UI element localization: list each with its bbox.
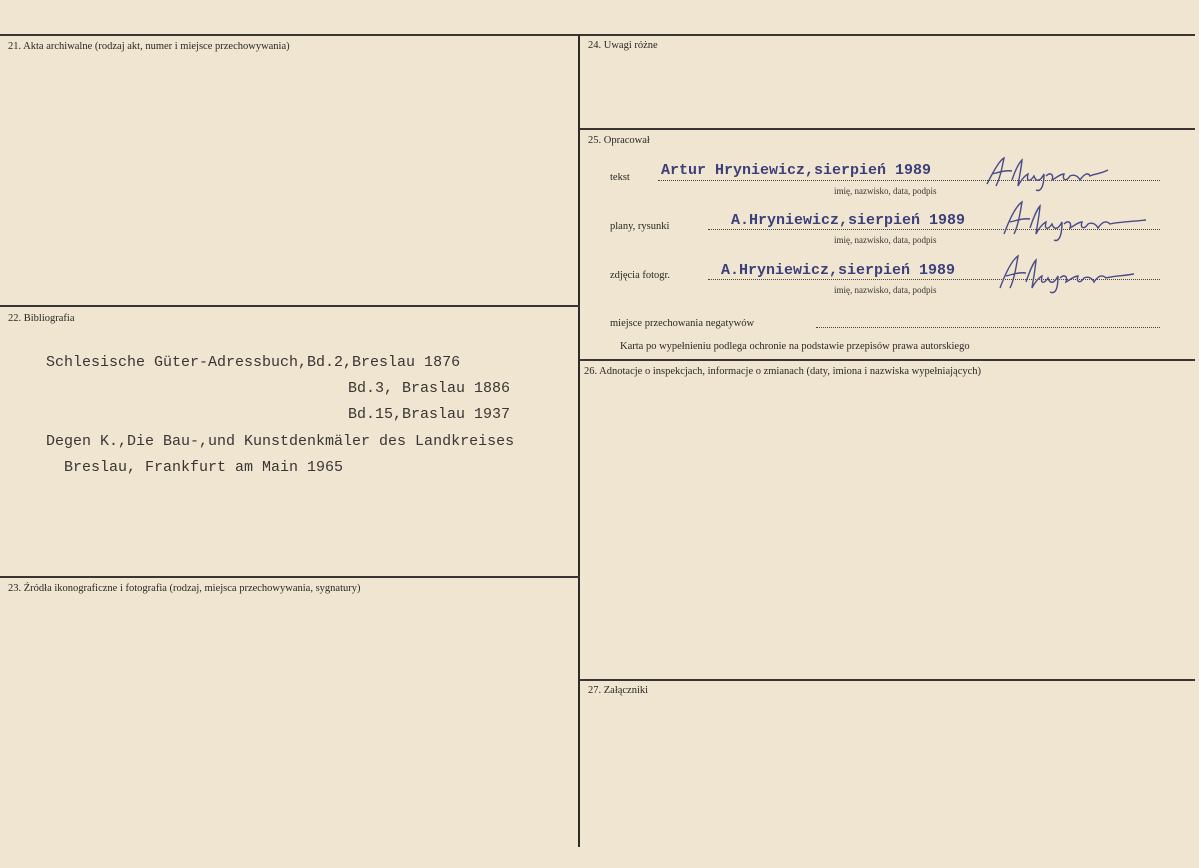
row-plans-value: A.Hryniewicz,sierpień 1989 (731, 212, 966, 229)
negatives-label: miejsce przechowania negatywów (610, 318, 755, 329)
row-photos-caption: imię, nazwisko, data, podpis (834, 285, 937, 295)
rule-26-27 (580, 679, 1195, 681)
row-plans-caption: imię, nazwisko, data, podpis (834, 235, 937, 245)
section-27-label: 27. Załączniki (588, 685, 649, 696)
bibliography-line-3: Bd.15,Braslau 1937 (348, 406, 511, 423)
rule-21-22 (0, 305, 580, 307)
rule-22-23 (0, 576, 580, 578)
row-photos-value: A.Hryniewicz,sierpień 1989 (721, 262, 956, 279)
section-23-label: 23. Źródła ikonograficzne i fotografia (rodzaj, miejsca przechowywania, sygnatury) (8, 583, 361, 594)
section-22-label: 22. Bibliografia (8, 313, 75, 324)
rule-24-25 (580, 128, 1195, 130)
section-24-label: 24. Uwagi różne (588, 40, 658, 51)
row-plans-label: plany, rysunki (610, 221, 670, 232)
copyright-note: Karta po wypełnieniu podlega ochronie na podstawie przepisów prawa autorskiego (620, 341, 970, 352)
bibliography-line-4: Degen K.,Die Bau-,und Kunstdenkmäler des Landkreises (46, 433, 515, 450)
row-text-value: Artur Hryniewicz,sierpień 1989 (661, 162, 932, 179)
bibliography-line-5: Breslau, Frankfurt am Main 1965 (64, 459, 344, 476)
center-divider (578, 35, 580, 847)
bibliography-line-2: Bd.3, Braslau 1886 (348, 380, 511, 397)
row-photos-label: zdjęcia fotogr. (610, 270, 671, 281)
section-25-label: 25. Opracował (588, 135, 650, 146)
section-21-label: 21. Akta archiwalne (rodzaj akt, numer i miejsce przechowywania) (8, 41, 290, 52)
signature-1 (982, 152, 1132, 192)
row-text-label: tekst (610, 172, 630, 183)
negatives-line (816, 327, 1160, 328)
section-26-label: 26. Adnotacje o inspekcjach, informacje o zmianach (daty, imiona i nazwiska wypełniających) (584, 366, 982, 377)
top-rule (0, 34, 1195, 36)
bibliography-line-1: Schlesische Güter-Adressbuch,Bd.2,Breslau 1876 (46, 354, 461, 371)
rule-25-26 (580, 359, 1195, 361)
row-text-caption: imię, nazwisko, data, podpis (834, 186, 937, 196)
signature-2 (996, 196, 1156, 242)
signature-3 (992, 248, 1142, 294)
